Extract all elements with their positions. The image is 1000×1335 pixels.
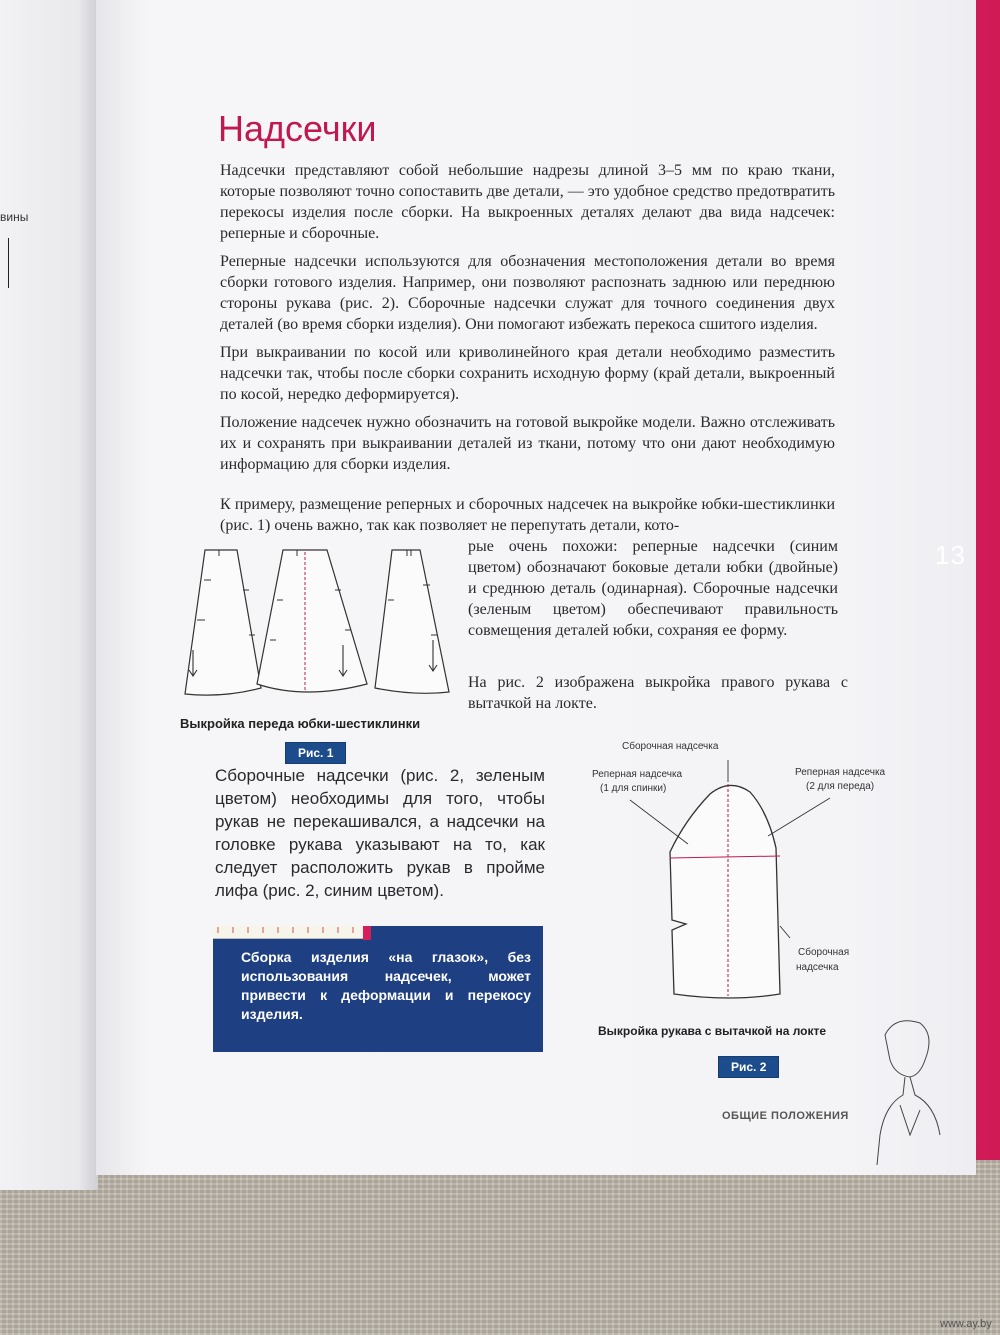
pointer-left bbox=[630, 800, 688, 844]
note-text: Сборка изделия «на глазок», без использования надсечек, может привести к деформации и перекосу изделия. bbox=[241, 949, 531, 1022]
skirt-panel-side-right bbox=[375, 550, 449, 693]
page-title: Надсечки bbox=[218, 108, 377, 149]
label-right-1: Реперная надсечка bbox=[795, 767, 886, 778]
paragraph-3: При выкраивании по косой или криволинейного края детали необходимо разместить надсечки так, чтобы после сборки сохранить исходную форму (край детали, выкроенный по косой, нередко деформируется). bbox=[220, 344, 835, 403]
paragraph-fig2: На рис. 2 изображена выкройка правого рукава с вытачкой на локте. bbox=[468, 674, 848, 712]
figure2-caption: Выкройка рукава с вытачкой на локте bbox=[598, 1024, 827, 1038]
fashion-sketch-illustration bbox=[865, 1015, 945, 1165]
label-left-1: Реперная надсечка bbox=[592, 769, 683, 780]
paragraph-sleeve: Сборочные надсечки (рис. 2, зеленым цветом) необходимы для того, чтобы рукав не перекашивался, а надсечки на головке рукава указывают на то, как следует расположить рукав в пройме лифа (рис. 2, синим цветом). bbox=[215, 766, 545, 900]
pointer-right bbox=[768, 798, 830, 836]
skirt-pattern-figure bbox=[175, 540, 455, 710]
label-bottom-2: надсечка bbox=[796, 962, 839, 973]
figure2-badge: Рис. 2 bbox=[718, 1056, 779, 1078]
pointer-bottom bbox=[780, 926, 790, 938]
left-page-fragment: вины bbox=[0, 210, 29, 224]
label-right-2: (2 для переда) bbox=[806, 781, 875, 792]
paragraph-example-start: К примеру, размещение реперных и сборочных надсечек на выкройке юбки-шестиклинки (рис. 1) очень важно, так как позволяет не перепутать детали, кото- bbox=[220, 496, 835, 534]
left-page-edge bbox=[0, 0, 98, 1190]
skirt-panel-side-left bbox=[185, 550, 261, 695]
figure1-caption: Выкройка переда юбки-шестиклинки bbox=[180, 716, 421, 731]
paragraph-example-end: рые очень похожи: реперные надсечки (синим цветом) обозначают боковые детали юбки (двойные) и среднюю деталь (одинарная). Сборочные надсечки (зеленым цветом) обеспечивают правильность совмещения деталей юбки, сохраняя ее форму. bbox=[468, 538, 838, 639]
label-top: Сборочная надсечка bbox=[622, 741, 719, 752]
skirt-panel-middle bbox=[257, 550, 367, 692]
section-footer: ОБЩИЕ ПОЛОЖЕНИЯ bbox=[722, 1110, 849, 1122]
figure1-badge: Рис. 1 bbox=[285, 742, 346, 764]
label-bottom-1: Сборочная bbox=[798, 947, 850, 958]
ruler-tip bbox=[363, 926, 371, 940]
paragraph-4: Положение надсечек нужно обозначить на готовой выкройке модели. Важно отслеживать их и сохранять при выкраивании деталей из ткани, потому что они дают необходимую информацию для сборки изделия. bbox=[220, 414, 835, 473]
label-left-2: (1 для спинки) bbox=[600, 783, 667, 794]
left-page-line bbox=[0, 238, 9, 288]
page-number: 13 bbox=[935, 540, 966, 570]
sleeve-outline bbox=[670, 785, 780, 998]
watermark: www.ay.by bbox=[940, 1318, 992, 1330]
paragraph-1: Надсечки представляют собой небольшие надрезы длиной 3–5 мм по краю ткани, которые позволяют точно сопоставить две детали, — это удобное средство предотвратить перекосы изделия после сборки. На выкроенных деталях делают два вида надсечек: реперные и сборочные. bbox=[220, 162, 835, 242]
ruler-decoration bbox=[213, 926, 365, 939]
note-box bbox=[213, 926, 543, 1052]
paragraph-2: Реперные надсечки используются для обозначения местоположения детали во время сборки готового изделия. Например, они позволяют распознать заднюю или переднюю стороны рукава (рис. 2). Сборочные надсечки служат для точного соединения двух деталей (во время сборки изделия). Они помогают избежать перекоса сшитого изделия. bbox=[220, 253, 835, 333]
body-text bbox=[220, 160, 835, 482]
